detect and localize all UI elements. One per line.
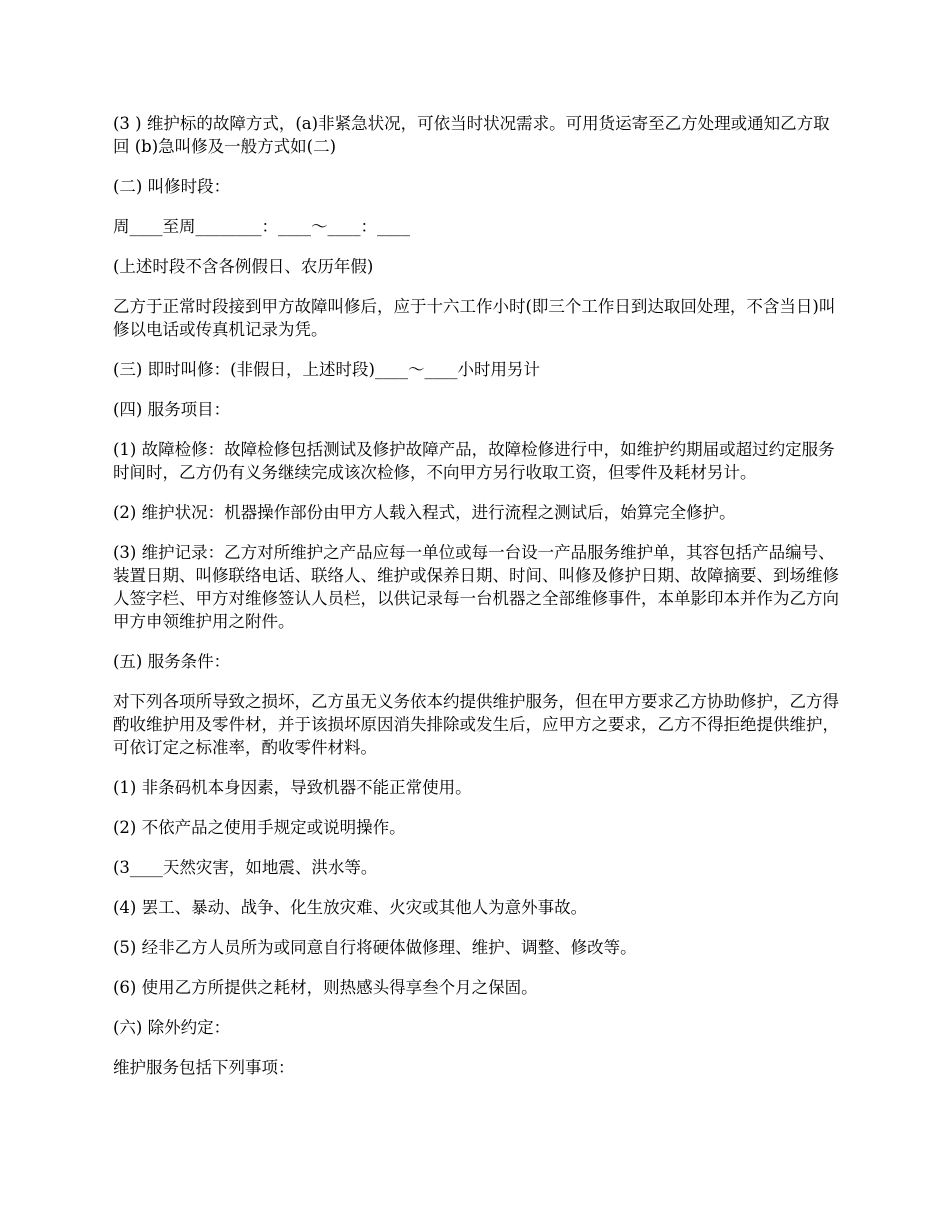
paragraph-maintenance-record: (3) 维护记录：乙方对所维护之产品应每一单位或每一台设一产品服务维护单，其容包括产品编号、装置日期、叫修联络电话、联络人、维护或保养日期、时间、叫修及修护日期、故障摘要、到场维修人签字栏、甲方对维修签认人员栏，以供记录每一台机器之全部维修事件，本单影印本并作为乙方向甲方申领维护用之附件。 bbox=[113, 543, 839, 631]
list-item-condition-5: (5) 经非乙方人员所为或同意自行将硬体做修理、维护、调整、修改等。 bbox=[113, 938, 637, 957]
list-item-condition-1: (1) 非条码机本身因素，导致机器不能正常使用。 bbox=[113, 778, 472, 797]
heading-service-items: (四) 服务项目： bbox=[113, 400, 231, 419]
list-item-condition-3: (3____天然灾害，如地震、洪水等。 bbox=[113, 858, 378, 877]
paragraph-fault-repair: (1) 故障检修：故障检修包括测试及修护故障产品，故障检修进行中，如维护约期届或超过约定服务时间时，乙方仍有义务继续完成该次检修，不向甲方另行收取工资，但零件及耗材另计。 bbox=[113, 440, 835, 482]
paragraph-fault-method: (3 ) 维护标的故障方式，(a)非紧急状况，可依当时状况需求。可用货运寄至乙方处理或通知乙方取回 (b)急叫修及一般方式如(二) bbox=[113, 114, 830, 156]
paragraph-maintenance-status: (2) 维护状况：机器操作部份由甲方人载入程式，进行流程之测试后，始算完全修护。 bbox=[113, 503, 736, 522]
paragraph-holiday-note: (上述时段不含各例假日、农历年假) bbox=[113, 257, 374, 276]
paragraph-response-time: 乙方于正常时段接到甲方故障叫修后，应于十六工作小时(即三个工作日到达取回处理，不含当日)叫修以电话或传真机记录为凭。 bbox=[113, 297, 836, 339]
heading-exclusions: (六) 除外约定： bbox=[113, 1018, 231, 1037]
document-body bbox=[113, 112, 841, 1096]
list-item-condition-2: (2) 不依产品之使用手规定或说明操作。 bbox=[113, 818, 406, 837]
paragraph-weekday-hours: 周____至周________：____～____：____ bbox=[113, 217, 410, 236]
list-item-condition-6: (6) 使用乙方所提供之耗材，则热感头得享叁个月之保固。 bbox=[113, 978, 538, 997]
paragraph-damage-terms: 对下列各项所导致之损坏，乙方虽无义务依本约提供维护服务，但在甲方要求乙方协助修护，乙方得酌收维护用及零件材，并于该损坏原因消失排除或发生后，应甲方之要求，乙方不得拒绝提供维护，可依订定之标准率，酌收零件材料。 bbox=[113, 692, 839, 757]
heading-repair-hours: (二) 叫修时段： bbox=[113, 177, 231, 196]
list-item-condition-4: (4) 罢工、暴动、战争、化生放灾难、火灾或其他人为意外事故。 bbox=[113, 898, 588, 917]
heading-instant-repair: (三) 即时叫修：(非假日，上述时段)____～____小时用另计 bbox=[113, 360, 540, 379]
heading-service-conditions: (五) 服务条件： bbox=[113, 652, 231, 671]
paragraph-service-includes: 维护服务包括下列事项： bbox=[113, 1058, 295, 1077]
